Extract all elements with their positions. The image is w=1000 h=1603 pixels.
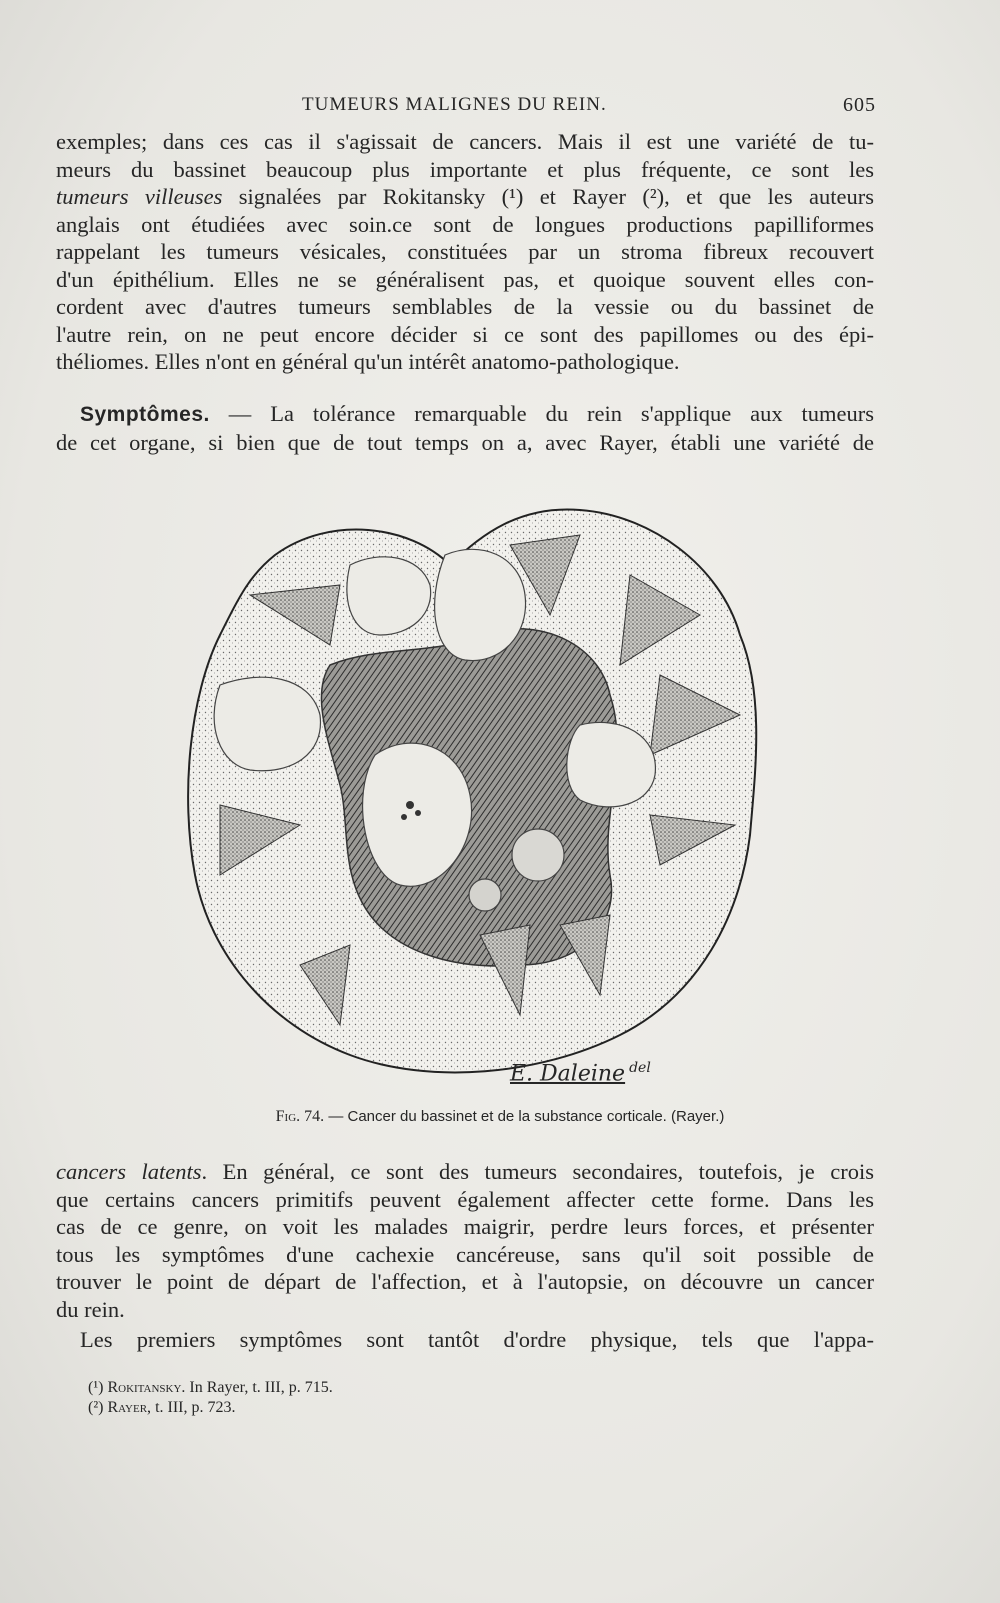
footnote-mark: (¹) bbox=[88, 1379, 104, 1396]
text-line: tous les symptômes d'une cachexie cancéreuse, sans qu'il soit possible de bbox=[56, 1241, 874, 1267]
running-header bbox=[56, 92, 876, 122]
text-line: cordent avec d'autres tumeurs semblables de la vessie ou du bassinet de bbox=[56, 294, 874, 319]
page-number: 605 bbox=[843, 94, 876, 116]
text-line: trouver le point de départ de l'affection, et à l'autopsie, on découvre un cancer bbox=[56, 1269, 874, 1294]
signature-suffix: del bbox=[629, 1060, 651, 1076]
signature-name: E. Daleine bbox=[510, 1061, 626, 1087]
paragraph-latent-cancers bbox=[56, 1158, 874, 1323]
italic-term: tumeurs villeuses bbox=[56, 184, 223, 209]
footnote-author: Rayer, bbox=[107, 1399, 152, 1416]
footnote-mark: (²) bbox=[88, 1399, 104, 1416]
paragraph-villous-tumors bbox=[56, 128, 874, 376]
text-line: rappelant les tumeurs vésicales, constituées par un stroma fibreux recouvert bbox=[56, 239, 874, 264]
text-line: anglais ont étudiées avec soin.ce sont de longues productions papilliformes bbox=[56, 211, 874, 237]
illustrator-signature bbox=[510, 1060, 651, 1086]
text-run: — La tolérance remarquable du rein s'applique aux tumeurs bbox=[209, 401, 874, 426]
footnote-2 bbox=[88, 1398, 588, 1418]
footnote-text: In Rayer, t. III, p. 715. bbox=[185, 1379, 333, 1396]
figure-number: Fig. 74. bbox=[275, 1108, 325, 1125]
text-line: Les premiers symptômes sont tantôt d'ordre physique, tels que l'appa- bbox=[80, 1327, 874, 1352]
footnotes bbox=[88, 1378, 588, 1418]
figure-caption bbox=[0, 1108, 1000, 1126]
running-title: TUMEURS MALIGNES DU REIN. bbox=[302, 94, 607, 115]
text-line: l'autre rein, on ne peut encore décider si ce sont des papillomes ou des épi- bbox=[56, 321, 874, 347]
text-line: que certains cancers primitifs peuvent également affecter cette forme. Dans les bbox=[56, 1186, 874, 1212]
kidney-illustration bbox=[180, 495, 770, 1095]
text-run: signalées par Rokitansky (¹) et Rayer (²), et que les auteurs bbox=[222, 184, 874, 209]
text-line: meurs du bassinet beaucoup plus importante et plus fréquente, ce sont les bbox=[56, 156, 874, 182]
text-line bbox=[56, 400, 874, 429]
paragraph-symptoms bbox=[56, 400, 874, 456]
footnote-author: Rokitansky. bbox=[107, 1379, 186, 1396]
text-run: . En général, ce sont des tumeurs secondaires, toutefois, je crois bbox=[201, 1159, 875, 1184]
footnote-1 bbox=[88, 1378, 588, 1398]
text-line: de cet organe, si bien que de tout temps on a, avec Rayer, établi une variété de bbox=[56, 429, 874, 455]
text-line: du rein. bbox=[56, 1296, 125, 1322]
text-line: d'un épithélium. Elles ne se généralisent pas, et quoique souvent elles con- bbox=[56, 266, 874, 292]
italic-term: cancers latents bbox=[56, 1159, 202, 1184]
footnote-text: t. III, p. 723. bbox=[151, 1399, 236, 1416]
text-line bbox=[56, 1158, 874, 1186]
section-heading: Symptômes. bbox=[80, 403, 210, 426]
paragraph-first-symptoms bbox=[56, 1326, 874, 1354]
text-line: théliomes. Elles n'ont en général qu'un intérêt anatomo-pathologique. bbox=[56, 349, 680, 374]
caption-text: — Cancer du bassinet et de la substance corticale. (Rayer.) bbox=[324, 1108, 725, 1125]
kidney-cross-section-drawing bbox=[180, 495, 770, 1095]
text-line: exemples; dans ces cas il s'agissait de cancers. Mais il est une variété de tu- bbox=[56, 129, 874, 154]
text-line bbox=[56, 183, 874, 211]
text-line: cas de ce genre, on voit les malades maigrir, perdre leurs forces, et présenter bbox=[56, 1214, 874, 1239]
